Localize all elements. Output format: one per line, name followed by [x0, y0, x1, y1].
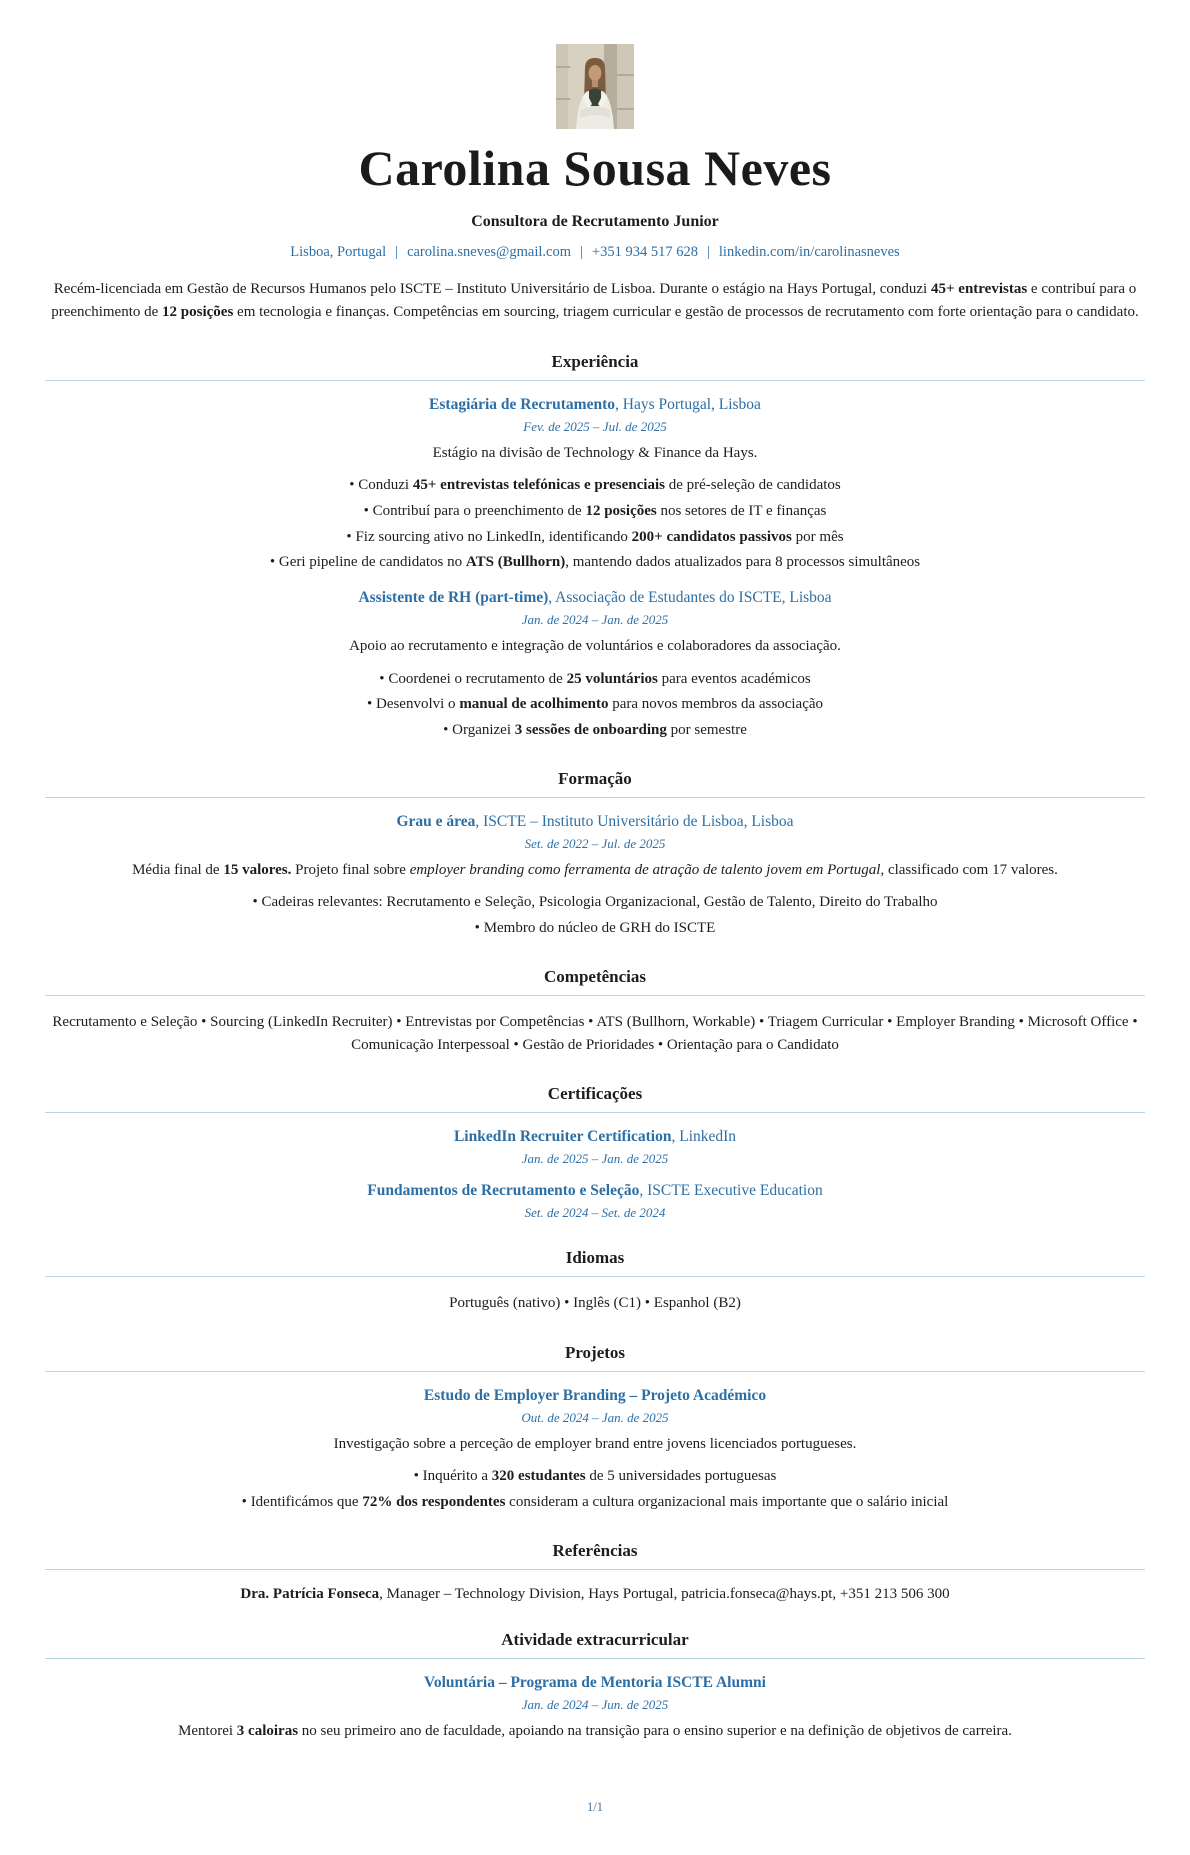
- contact-separator: |: [706, 244, 710, 260]
- entry-title: [45, 1387, 1145, 1405]
- certification-entry: [45, 1128, 1145, 1167]
- bullet-item: • Identificámos que 72% dos respondentes consideram a cultura organizacional mais importante que o salário inicial: [45, 1492, 1145, 1514]
- section-divider: [45, 797, 1145, 798]
- project-entry: [45, 1387, 1145, 1514]
- entry-title: [45, 396, 1145, 414]
- section-divider: [45, 1112, 1145, 1113]
- bullet-item: • Desenvolvi o manual de acolhimento para novos membros da associação: [45, 694, 1145, 716]
- contact-location: Lisboa, Portugal: [290, 244, 387, 260]
- certification-issuer: , LinkedIn: [671, 1128, 737, 1146]
- entry-description: Mentorei 3 caloiras no seu primeiro ano de faculdade, apoiando na transição para o ensino superior e na definição de objetivos de carreira.: [178, 1722, 1012, 1739]
- entry-role: Estagiária de Recrutamento: [429, 395, 615, 413]
- entry-bullets: [45, 1466, 1145, 1514]
- profile-photo-image: [556, 44, 634, 129]
- section-heading-extracurricular: Atividade extracurricular: [501, 1629, 689, 1649]
- extracurricular-role: Voluntária – Programa de Mentoria ISCTE Alumni: [424, 1673, 766, 1691]
- bullet-item: • Organizei 3 sessões de onboarding por semestre: [45, 720, 1145, 742]
- languages-list: Português (nativo) • Inglês (C1) • Espanhol (B2): [449, 1295, 741, 1312]
- bullet-item: • Fiz sourcing ativo no LinkedIn, identificando 200+ candidatos passivos por mês: [45, 527, 1145, 549]
- entry-description: Investigação sobre a perceção de employer brand entre jovens licenciados portugueses.: [333, 1435, 857, 1452]
- entry-title: [45, 1182, 1145, 1200]
- entry-degree: Grau e área: [396, 812, 476, 830]
- name-heading: Carolina Sousa Neves: [358, 140, 832, 196]
- entry-dates: Fev. de 2025 – Jul. de 2025: [523, 418, 667, 434]
- section-divider: [45, 1371, 1145, 1372]
- experience-entry: [45, 589, 1145, 742]
- contact-separator: |: [580, 244, 583, 260]
- section-references: [45, 1541, 1145, 1603]
- section-extracurricular: [45, 1630, 1145, 1743]
- entry-description: Estágio na divisão de Technology & Finance da Hays.: [432, 444, 758, 461]
- project-name: Estudo de Employer Branding – Projeto Académico: [423, 1386, 767, 1404]
- section-skills: [45, 967, 1145, 1058]
- contact-separator: |: [395, 244, 399, 260]
- contact-linkedin[interactable]: linkedin.com/in/carolinasneves: [718, 244, 900, 260]
- section-heading-skills: Competências: [544, 966, 646, 986]
- profile-photo: [556, 44, 634, 129]
- entry-org: , Hays Portugal, Lisboa: [615, 395, 761, 413]
- section-divider: [45, 380, 1145, 381]
- entry-title: [45, 813, 1145, 831]
- bullet-item: • Geri pipeline de candidatos no ATS (Bullhorn), mantendo dados atualizados para 8 processos simultâneos: [45, 552, 1145, 574]
- bullet-item: • Membro do núcleo de GRH do ISCTE: [45, 918, 1145, 940]
- section-projects: [45, 1343, 1145, 1514]
- contact-phone: +351 934 517 628: [591, 244, 698, 260]
- certification-name: Fundamentos de Recrutamento e Seleção: [367, 1182, 640, 1200]
- entry-bullets: [45, 892, 1145, 940]
- section-divider: [45, 995, 1145, 996]
- entry-dates: Set. de 2022 – Jul. de 2025: [524, 835, 666, 851]
- bullet-item: • Contribuí para o preenchimento de 12 posições nos setores de IT e finanças: [45, 501, 1145, 523]
- job-title: Consultora de Recrutamento Junior: [471, 213, 719, 230]
- certification-issuer: , ISCTE Executive Education: [639, 1182, 823, 1200]
- entry-dates: Out. de 2024 – Jan. de 2025: [521, 1409, 669, 1425]
- entry-description: Apoio ao recrutamento e integração de voluntários e colaboradores da associação.: [349, 638, 841, 654]
- summary-paragraph: Recém-licenciada em Gestão de Recursos Humanos pelo ISCTE – Instituto Universitário de Lisboa. Durante o estágio na Hays Portugal, conduzi 45+ entrevistas e contribuí para o preenchimento de 12 posições em tecnologia e finanças. Competências em sourcing, triagem curricular e gestão de processos de recrutamento com forte orientação para o candidato.: [51, 281, 1139, 321]
- section-languages: [45, 1248, 1145, 1315]
- section-heading-experience: Experiência: [551, 351, 639, 371]
- bullet-item: • Cadeiras relevantes: Recrutamento e Seleção, Psicologia Organizacional, Gestão de Talento, Direito do Trabalho: [45, 892, 1145, 914]
- section-divider: [45, 1658, 1145, 1659]
- page-footer: [45, 1800, 1145, 1855]
- section-heading-languages: Idiomas: [565, 1248, 625, 1268]
- section-divider: [45, 1276, 1145, 1277]
- entry-bullets: [45, 475, 1145, 574]
- section-heading-education: Formação: [558, 768, 632, 788]
- contact-email[interactable]: carolina.sneves@gmail.com: [407, 244, 572, 260]
- bullet-item: • Conduzi 45+ entrevistas telefónicas e presenciais de pré-seleção de candidatos: [45, 475, 1145, 497]
- education-entry: [45, 813, 1145, 940]
- entry-role: Assistente de RH (part-time): [358, 589, 549, 606]
- bullet-item: • Inquérito a 320 estudantes de 5 universidades portuguesas: [45, 1466, 1145, 1488]
- section-divider: [45, 1569, 1145, 1570]
- section-heading-certifications: Certificações: [547, 1084, 643, 1104]
- section-education: [45, 769, 1145, 940]
- bullet-item: • Coordenei o recrutamento de 25 voluntários para eventos académicos: [45, 669, 1145, 691]
- certification-entry: [45, 1182, 1145, 1221]
- entry-dates: Jan. de 2024 – Jun. de 2025: [521, 1696, 669, 1712]
- section-experience: [45, 352, 1145, 742]
- experience-entry: [45, 396, 1145, 575]
- entry-dates: Jan. de 2025 – Jan. de 2025: [521, 1151, 669, 1167]
- entry-school: , ISCTE – Instituto Universitário de Lisboa, Lisboa: [475, 812, 794, 830]
- contact-line: [45, 244, 1145, 261]
- entry-org: , Associação de Estudantes do ISCTE, Lisboa: [548, 589, 832, 606]
- section-heading-projects: Projetos: [564, 1342, 626, 1362]
- entry-bullets: [45, 669, 1145, 742]
- entry-title: [45, 1128, 1145, 1146]
- extracurricular-entry: [45, 1674, 1145, 1743]
- entry-dates: Jan. de 2024 – Jan. de 2025: [521, 612, 669, 627]
- entry-dates: Set. de 2024 – Set. de 2024: [524, 1205, 666, 1221]
- section-certifications: [45, 1084, 1145, 1221]
- certification-name: LinkedIn Recruiter Certification: [453, 1128, 672, 1146]
- section-heading-references: Referências: [552, 1540, 638, 1560]
- page-number: 1/1: [587, 1800, 603, 1814]
- skills-list: Recrutamento e Seleção • Sourcing (LinkedIn Recruiter) • Entrevistas por Competências • ATS (Bullhorn, Workable) • Triagem Curricular • Employer Branding • Microsoft Office • Comunicação Interpessoal • Gestão de Prioridades • Orientação para o Candidato: [52, 1013, 1138, 1053]
- entry-description: Média final de 15 valores. Projeto final sobre employer branding como ferramenta de atração de talento jovem em Portugal, classificado com 17 valores.: [132, 861, 1058, 878]
- reference-line: Dra. Patrícia Fonseca, Manager – Technology Division, Hays Portugal, patricia.fonseca@hays.pt, +351 213 506 300: [240, 1585, 950, 1602]
- entry-title: [45, 589, 1145, 607]
